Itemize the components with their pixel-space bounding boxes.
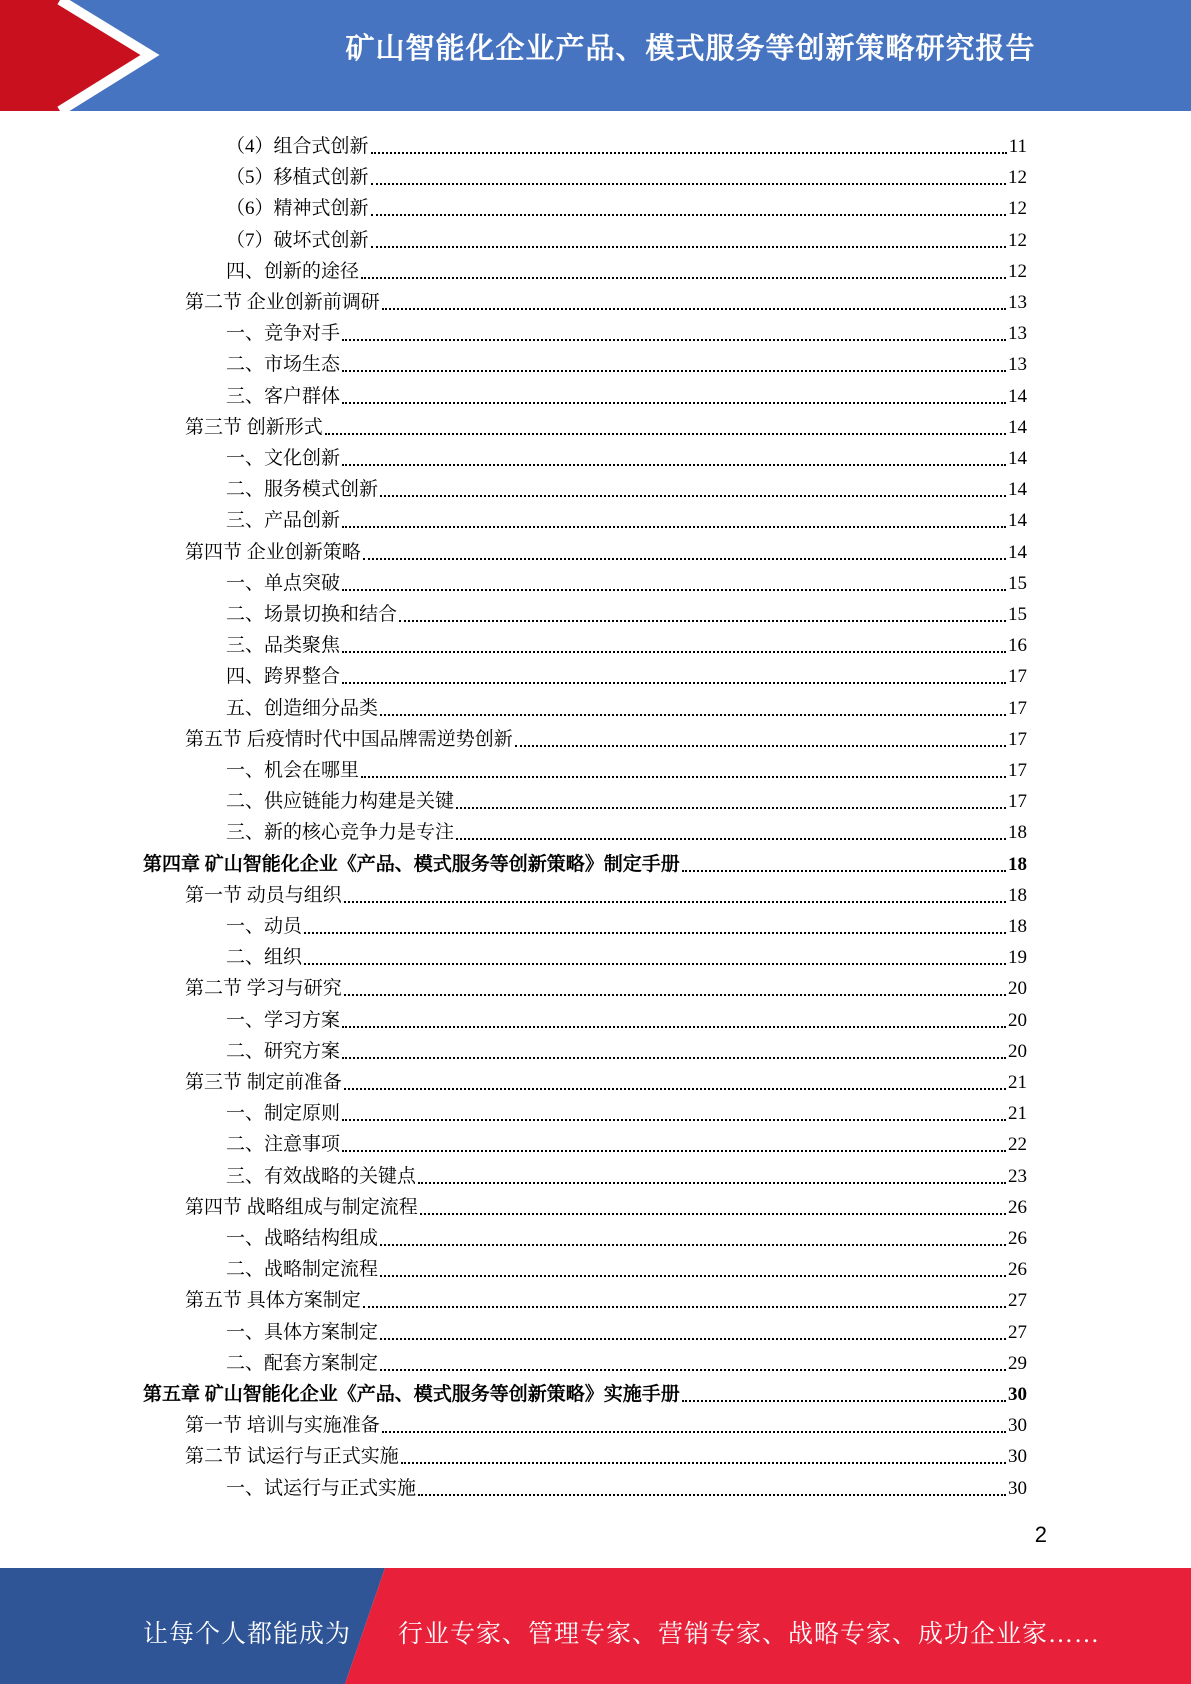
toc-entry-title: 三、新的核心竞争力是专注 (226, 822, 455, 844)
toc-entry-title: 第四节 战略组成与制定流程 (185, 1196, 418, 1218)
toc-entry-page: 18 (1008, 916, 1027, 937)
toc-entry[interactable] (226, 1220, 1027, 1251)
toc-entry[interactable] (226, 128, 1027, 159)
toc-dot-leader (342, 1119, 1006, 1121)
toc-dot-leader (380, 714, 1006, 716)
toc-entry[interactable] (226, 471, 1027, 502)
toc-entry-page: 11 (1008, 136, 1027, 157)
toc-entry-page: 23 (1008, 1165, 1027, 1187)
toc-entry-page: 20 (1008, 1009, 1027, 1031)
toc-entry-title: 三、有效战略的关键点 (226, 1165, 417, 1187)
toc-entry-title: 二、配套方案制定 (226, 1352, 379, 1374)
toc-entry-title: （5）移植式创新 (226, 167, 369, 189)
toc-dot-leader (380, 1369, 1006, 1371)
toc-entry[interactable] (226, 440, 1027, 471)
toc-dot-leader (456, 838, 1006, 840)
toc-entry-page: 20 (1008, 1040, 1027, 1062)
toc-entry-title: 一、具体方案制定 (226, 1321, 379, 1343)
toc-entry-page: 17 (1008, 697, 1027, 719)
toc-entry-page: 30 (1008, 1415, 1027, 1437)
toc-entry-title: 二、市场生态 (226, 354, 341, 376)
toc-entry[interactable] (143, 1376, 1027, 1407)
toc-entry-page: 12 (1008, 260, 1027, 282)
toc-entry-title: 一、文化创新 (226, 448, 341, 469)
toc-entry[interactable] (185, 1064, 1027, 1095)
toc-dot-leader (382, 308, 1006, 310)
toc-entry-title: 三、产品创新 (226, 510, 341, 532)
toc-entry-title: 一、竞争对手 (226, 323, 341, 345)
toc-dot-leader (342, 1057, 1006, 1059)
toc-dot-leader (344, 1088, 1006, 1090)
toc-entry-page: 21 (1008, 1103, 1027, 1125)
toc-entry-page: 21 (1008, 1072, 1027, 1093)
toc-dot-leader (342, 1026, 1006, 1028)
toc-entry[interactable] (226, 315, 1027, 346)
toc-entry[interactable] (226, 596, 1027, 627)
toc-dot-leader (342, 682, 1006, 684)
toc-entry-page: 29 (1008, 1352, 1027, 1374)
toc-dot-leader (456, 807, 1006, 809)
toc-dot-leader (382, 1431, 1006, 1433)
toc-entry-title: 第四节 企业创新策略 (185, 541, 361, 563)
toc-entry-title: 二、战略制定流程 (226, 1259, 379, 1281)
toc-entry-title: （4）组合式创新 (226, 136, 369, 157)
page-number: 2 (1034, 1522, 1047, 1547)
toc-dot-leader (401, 1462, 1006, 1464)
toc-entry-title: 一、战略结构组成 (226, 1228, 379, 1249)
toc-entry[interactable] (226, 1033, 1027, 1064)
toc-entry[interactable] (226, 1470, 1027, 1501)
toc-entry-page: 12 (1008, 167, 1027, 189)
toc-dot-leader (371, 246, 1006, 248)
toc-entry-page: 12 (1008, 229, 1027, 251)
toc-entry-page: 18 (1008, 853, 1027, 875)
document-title: 矿山智能化企业产品、模式服务等创新策略研究报告 (345, 31, 1036, 65)
toc-dot-leader (380, 1244, 1006, 1246)
toc-entry-page: 14 (1008, 416, 1027, 438)
toc-entry-page: 26 (1008, 1196, 1027, 1218)
toc-dot-leader (344, 901, 1006, 903)
toc-dot-leader (371, 152, 1007, 154)
toc-entry-title: 三、客户群体 (226, 385, 341, 407)
toc-entry[interactable] (226, 253, 1027, 284)
toc-dot-leader (304, 963, 1006, 965)
toc-dot-leader (342, 402, 1006, 404)
toc-entry-title: 第五节 具体方案制定 (185, 1290, 361, 1312)
toc-entry[interactable] (226, 1126, 1027, 1157)
toc-entry-title: 第一节 动员与组织 (185, 884, 342, 906)
toc-entry[interactable] (226, 752, 1027, 783)
toc-entry[interactable] (226, 565, 1027, 596)
toc-entry-title: 四、跨界整合 (226, 666, 341, 688)
toc-entry-page: 15 (1008, 572, 1027, 594)
toc-dot-leader (515, 745, 1006, 747)
toc-entry-page: 26 (1008, 1259, 1027, 1281)
toc-entry-page: 27 (1008, 1290, 1027, 1312)
toc-dot-leader (371, 183, 1006, 185)
toc-entry[interactable] (226, 222, 1027, 253)
toc-entry-title: 第一节 培训与实施准备 (185, 1415, 380, 1437)
toc-entry[interactable] (226, 190, 1027, 221)
toc-entry-title: 二、场景切换和结合 (226, 604, 398, 625)
toc-entry-title: 第三节 创新形式 (185, 416, 323, 438)
toc-dot-leader (325, 433, 1006, 435)
toc-entry[interactable] (226, 939, 1027, 970)
toc-entry-page: 12 (1008, 198, 1027, 220)
toc-entry-page: 18 (1008, 884, 1027, 906)
toc-entry-page: 30 (1008, 1477, 1027, 1499)
toc-entry-title: 二、研究方案 (226, 1040, 341, 1062)
toc-dot-leader (399, 620, 1006, 622)
toc-entry[interactable] (226, 1095, 1027, 1126)
toc-dot-leader (418, 1182, 1006, 1184)
toc-entry-title: 二、注意事项 (226, 1134, 341, 1156)
toc-entry-page: 19 (1008, 947, 1027, 969)
page-footer (0, 1568, 1191, 1684)
toc-entry-page: 17 (1008, 728, 1027, 750)
toc-entry-page: 14 (1008, 448, 1027, 469)
toc-entry[interactable] (226, 378, 1027, 409)
toc-entry-page: 14 (1008, 479, 1027, 501)
toc-entry[interactable] (226, 1002, 1027, 1033)
toc-entry[interactable] (226, 627, 1027, 658)
toc-entry-title: 二、供应链能力构建是关键 (226, 791, 455, 813)
toc-entry-title: 第二节 试运行与正式实施 (185, 1446, 399, 1468)
toc-entry[interactable] (226, 814, 1027, 845)
toc-entry[interactable] (185, 1438, 1027, 1469)
toc-dot-leader (361, 277, 1006, 279)
toc-entry-title: 一、制定原则 (226, 1103, 341, 1125)
toc-entry-page: 16 (1008, 635, 1027, 657)
toc-dot-leader (342, 464, 1006, 466)
toc-entry[interactable] (226, 908, 1027, 939)
toc-entry-title: 二、组织 (226, 947, 303, 969)
toc-dot-leader (380, 495, 1006, 497)
toc-entry-page: 17 (1008, 760, 1027, 781)
toc-dot-leader (420, 1213, 1006, 1215)
toc-dot-leader (342, 370, 1006, 372)
page-header (0, 0, 1191, 111)
toc-entry-title: 四、创新的途径 (226, 260, 360, 282)
toc-entry[interactable] (226, 1345, 1027, 1376)
toc-entry-title: 第三节 制定前准备 (185, 1072, 342, 1093)
toc-entry-page: 13 (1008, 292, 1027, 313)
toc-entry-title: 二、服务模式创新 (226, 479, 379, 501)
toc-entry-title: 一、单点突破 (226, 572, 341, 594)
toc-entry-title: 第五章 矿山智能化企业《产品、模式服务等创新策略》实施手册 (143, 1384, 680, 1405)
toc-entry[interactable] (185, 284, 1027, 315)
toc-entry-page: 14 (1008, 510, 1027, 532)
header-arrow-decoration (0, 0, 160, 111)
toc-entry[interactable] (143, 846, 1027, 877)
toc-entry-page: 27 (1008, 1321, 1027, 1343)
toc-dot-leader (342, 651, 1006, 653)
toc-entry-title: 一、机会在哪里 (226, 760, 360, 781)
toc-entry-page: 26 (1008, 1228, 1027, 1249)
toc-entry[interactable] (185, 970, 1027, 1001)
toc-entry[interactable] (185, 721, 1027, 752)
toc-dot-leader (344, 994, 1006, 996)
toc-entry[interactable] (226, 658, 1027, 689)
toc-dot-leader (361, 776, 1006, 778)
toc-entry-page: 17 (1008, 666, 1027, 688)
toc-entry-page: 15 (1008, 604, 1027, 625)
toc-dot-leader (363, 558, 1006, 560)
toc-entry-title: 第二节 企业创新前调研 (185, 292, 380, 313)
toc-dot-leader (342, 339, 1006, 341)
toc-entry-page: 20 (1008, 978, 1027, 1000)
toc-entry[interactable] (226, 1251, 1027, 1282)
toc-dot-leader (342, 526, 1006, 528)
toc-dot-leader (418, 1494, 1006, 1496)
footer-slogan-left: 让每个人都能成为 (143, 1621, 352, 1648)
toc-entry-page: 13 (1008, 323, 1027, 345)
toc-entry[interactable] (185, 534, 1027, 565)
toc-entry-title: 一、试运行与正式实施 (226, 1477, 417, 1499)
toc-entry-title: 第五节 后疫情时代中国品牌需逆势创新 (185, 728, 513, 750)
toc-dot-leader (682, 870, 1006, 872)
toc-entry-page: 13 (1008, 354, 1027, 376)
toc-entry[interactable] (185, 1189, 1027, 1220)
toc-dot-leader (363, 1306, 1006, 1308)
toc-entry-title: 五、创造细分品类 (226, 697, 379, 719)
toc-entry[interactable] (226, 1314, 1027, 1345)
toc-entry[interactable] (226, 783, 1027, 814)
toc-entry-page: 18 (1008, 822, 1027, 844)
toc-dot-leader (682, 1400, 1006, 1402)
toc-entry[interactable] (226, 690, 1027, 721)
toc-entry[interactable] (185, 1282, 1027, 1313)
toc-entry-title: 第二节 学习与研究 (185, 978, 342, 1000)
toc-entry-page: 14 (1008, 541, 1027, 563)
toc-entry-page: 30 (1008, 1384, 1027, 1405)
toc-entry-page: 30 (1008, 1446, 1027, 1468)
toc-dot-leader (380, 1275, 1006, 1277)
toc-entry-page: 17 (1008, 791, 1027, 813)
toc-dot-leader (342, 1150, 1006, 1152)
toc-entry-title: 一、学习方案 (226, 1009, 341, 1031)
footer-slogan-right: 行业专家、管理专家、营销专家、战略专家、成功企业家…… (398, 1621, 1101, 1648)
toc-entry-page: 22 (1008, 1134, 1027, 1156)
toc-dot-leader (304, 932, 1006, 934)
toc-entry[interactable] (185, 877, 1027, 908)
toc-entry[interactable] (185, 409, 1027, 440)
toc-entry-title: 三、品类聚焦 (226, 635, 341, 657)
toc-entry[interactable] (226, 159, 1027, 190)
toc-entry[interactable] (226, 502, 1027, 533)
toc-entry[interactable] (226, 346, 1027, 377)
toc-entry-title: 第四章 矿山智能化企业《产品、模式服务等创新策略》制定手册 (143, 853, 680, 875)
toc-dot-leader (371, 214, 1006, 216)
toc-entry-title: （6）精神式创新 (226, 198, 369, 220)
toc-dot-leader (380, 1338, 1006, 1340)
toc-entry[interactable] (185, 1407, 1027, 1438)
toc-entry-title: 一、动员 (226, 916, 303, 937)
toc-entry-title: （7）破坏式创新 (226, 229, 369, 251)
toc-dot-leader (342, 589, 1006, 591)
toc-entry-page: 14 (1008, 385, 1027, 407)
toc-entry[interactable] (226, 1158, 1027, 1189)
